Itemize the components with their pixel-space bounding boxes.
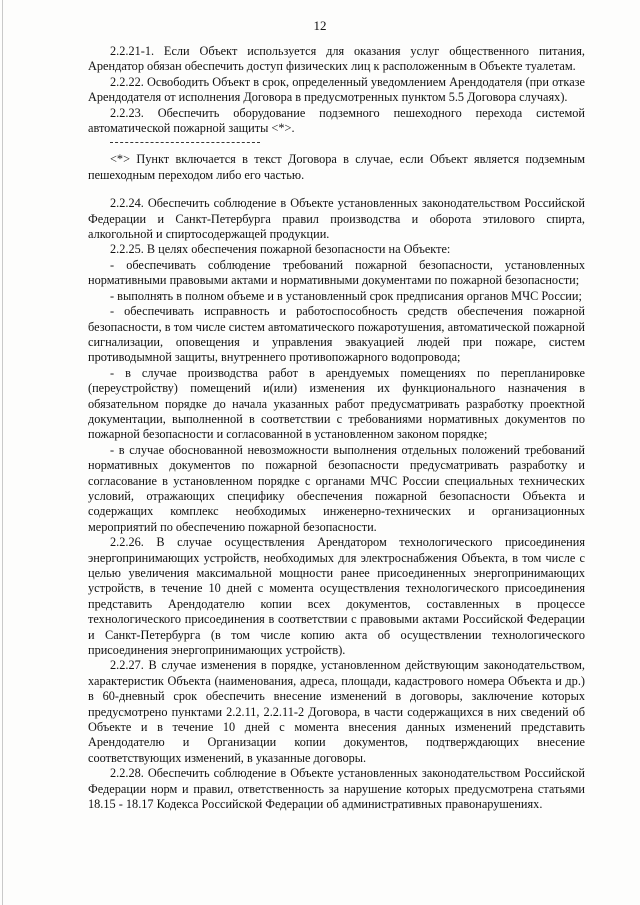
clause-2-2-25-item-b: - выполнять в полном объеме и в установленный срок предписания органов МЧС России;: [110, 288, 582, 303]
section-gap: [88, 183, 585, 196]
clause-2-2-28: 2.2.28. Обеспечить соблюдение в Объекте установленных законодательством Российской Федерации норм и правил, ответственность за нарушение которых предусмотрена статьями 18.15 - 18.17 Кодекса Российской Федерации об административных правонарушениях.: [88, 766, 585, 812]
clause-2-2-26: 2.2.26. В случае осуществления Арендатором технологического присоединения энергопринимающих устройств, необходимых для электроснабжения Объекта, в том числе с целью увеличения максимальной мощности ранее присоединенных энергопринимающих устройств, в течение 10 дней с момента осуществления технологического присоединения представить Арендодателю копии всех документов, составленных в процессе технологического присоединения в соответствии с правовыми актами Российской Федерации и Санкт-Петербурга (в том числе копию акта об осуществлении технологического присоединения энергопринимающих устройств).: [88, 535, 585, 658]
clause-2-2-25-item-d: - в случае производства работ в арендуемых помещениях по перепланировке (переустройству) помещений и(или) изменения их функционального назначения в обязательном порядке до начала указанных работ предусматривать разработку проектной документации, выполненной в соответствии с требованиями нормативных документов по пожарной безопасности и согласованной в установленном законом порядке;: [88, 365, 585, 442]
clause-2-2-22: 2.2.22. Освободить Объект в срок, определенный уведомлением Арендодателя (при отказе Арендодателя от исполнения Договора в предусмотренных пунктом 5.5 Договора случаях).: [88, 74, 585, 105]
footnote: <*> Пункт включается в текст Договора в случае, если Объект является подземным пешеходным переходом либо его частью.: [88, 152, 585, 182]
clause-2-2-25-item-a: - обеспечивать соблюдение требований пожарной безопасности, установленных нормативными правовыми актами и нормативными документами по пожарной безопасности;: [88, 257, 585, 288]
footnote-separator: [110, 142, 260, 143]
clause-2-2-24: 2.2.24. Обеспечить соблюдение в Объекте установленных законодательством Российской Федерации и Санкт-Петербурга правил производства и оборота этилового спирта, алкогольной и спиртосодержащей продукции.: [88, 196, 585, 242]
clause-2-2-25-item-e: - в случае обоснованной невозможности выполнения отдельных положений требований нормативных документов по пожарной безопасности предусматривать разработку и согласование в установленном порядке с органами МЧС России специальных технических условий, отражающих специфику обеспечения пожарной безопасности Объекта и содержащих комплекс необходимых инженерно-технических и организационных мероприятий по обеспечению пожарной безопасности.: [88, 442, 585, 534]
clause-2-2-25: 2.2.25. В целях обеспечения пожарной безопасности на Объекте:: [110, 242, 451, 257]
clause-2-2-21-1: 2.2.21-1. Если Объект используется для оказания услуг общественного питания, Арендатор обязан обеспечить доступ физических лиц к расположенным в Объекте туалетам.: [88, 44, 585, 74]
clause-2-2-23: 2.2.23. Обеспечить оборудование подземного пешеходного перехода системой автоматической пожарной защиты <*>.: [88, 105, 585, 136]
document-body: [88, 44, 585, 813]
clause-2-2-27: 2.2.27. В случае изменения в порядке, установленном действующим законодательством, характеристик Объекта (наименования, адреса, площади, кадастрового номера Объекта и др.) в 60-дневный срок обеспечить внесение изменений в договоры, заключение которых предусмотрено пунктами 2.2.11, 2.2.11-2 Договора, в части содержащихся в них сведений об Объекте и в течение 10 дней с момента внесения данных изменений представить Арендодателю и Организации копии документов, подтверждающих внесение соответствующих изменений, в указанные договоры.: [88, 658, 585, 765]
clause-2-2-25-item-c: - обеспечивать исправность и работоспособность средств обеспечения пожарной безопасности, в том числе систем автоматического пожаротушения, автоматической пожарной сигнализации, оповещения и управления эвакуацией людей при пожаре, систем противодымной защиты, внутреннего противопожарного водопровода;: [88, 304, 585, 365]
page-number: 12: [313, 18, 327, 33]
